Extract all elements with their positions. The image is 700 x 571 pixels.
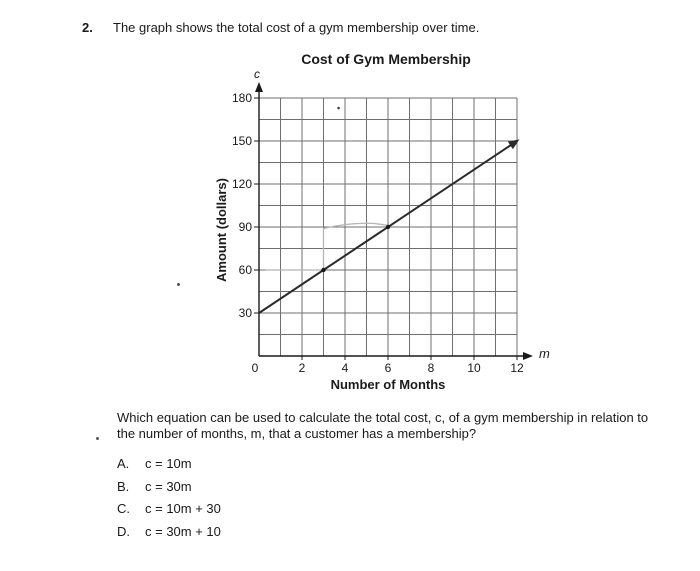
choice-b-text: c = 30m	[145, 479, 192, 494]
chart-title: Cost of Gym Membership	[301, 51, 471, 67]
x-axis-label: Number of Months	[330, 377, 446, 392]
choice-a[interactable]	[117, 456, 192, 471]
y-tick-label: 60	[238, 263, 252, 277]
x-tick-label: 2	[298, 361, 306, 375]
question-number: 2.	[82, 20, 93, 35]
origin-label: 0	[251, 361, 259, 375]
choice-a-letter: A.	[117, 456, 130, 471]
x-tick-label: 8	[427, 361, 435, 375]
y-axis-label: Amount (dollars)	[214, 178, 229, 282]
stray-mark	[96, 437, 99, 440]
x-tick-label: 10	[467, 361, 481, 375]
y-tick-label: 150	[231, 134, 252, 148]
x-axis-variable: m	[539, 346, 550, 361]
choice-d-letter: D.	[117, 524, 130, 539]
question-text: Which equation can be used to calculate the total cost, c, of a gym membership in relation to the number of months, m, that a customer has a membership?	[117, 410, 649, 441]
choice-b-letter: B.	[117, 479, 130, 494]
choice-d-text: c = 30m + 10	[145, 524, 221, 539]
choice-b[interactable]	[117, 479, 192, 494]
x-tick-label: 4	[341, 361, 349, 375]
question-prompt: The graph shows the total cost of a gym membership over time.	[113, 20, 480, 35]
data-point	[386, 225, 390, 229]
y-axis-variable: c	[254, 67, 260, 81]
pencil-annotation	[265, 223, 388, 270]
y-axis-arrow	[255, 82, 263, 92]
choice-c-text: c = 10m + 30	[145, 501, 221, 516]
stray-mark	[337, 107, 340, 110]
choice-d[interactable]	[117, 524, 221, 539]
choice-c-letter: C.	[117, 501, 130, 516]
choice-a-text: c = 10m	[145, 456, 192, 471]
x-tick-label: 6	[384, 361, 392, 375]
x-axis-arrow	[523, 352, 533, 360]
y-tick-label: 90	[238, 220, 252, 234]
stray-mark	[177, 283, 180, 286]
y-tick-label: 120	[231, 177, 252, 191]
y-tick-label: 30	[238, 306, 252, 320]
y-tick-label: 180	[231, 91, 252, 105]
x-tick-label: 12	[510, 361, 524, 375]
choice-c[interactable]	[117, 501, 221, 516]
data-point	[321, 268, 325, 272]
